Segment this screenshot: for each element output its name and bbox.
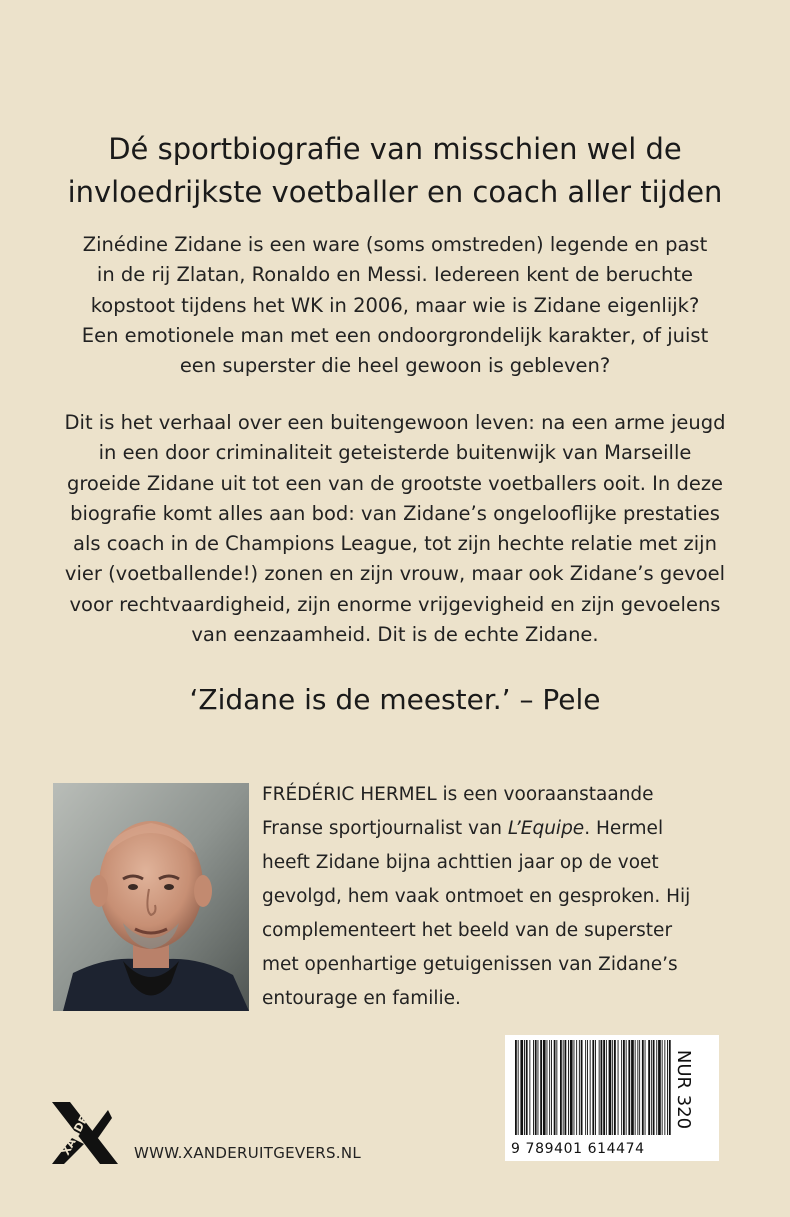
author-photo bbox=[53, 783, 249, 1011]
barcode-bar bbox=[549, 1040, 550, 1135]
nur-code: NUR 320 bbox=[672, 1049, 694, 1130]
barcode-bar bbox=[547, 1040, 548, 1135]
barcode-bar bbox=[631, 1040, 634, 1135]
bio-text: Franse sportjournalist van bbox=[262, 818, 508, 839]
barcode-bar bbox=[635, 1040, 636, 1135]
barcode-bar bbox=[581, 1040, 583, 1135]
headline-line-2: invloedrijkste voetballer en coach aller tijden bbox=[67, 175, 723, 209]
intro-line: kopstoot tijdens het WK in 2006, maar wie is Zidane eigenlijk? bbox=[90, 293, 700, 317]
story-line: in een door criminaliteit geteisterde buitenwijk van Marseille bbox=[98, 441, 692, 465]
bio-line: gevolgd, hem vaak ontmoet en gesproken. Hij bbox=[262, 886, 691, 907]
barcode-bar bbox=[565, 1040, 567, 1135]
intro-line: in de rij Zlatan, Ronaldo en Messi. Iedereen kent de beruchte bbox=[96, 263, 694, 287]
barcode-bar bbox=[543, 1040, 546, 1135]
publisher-website[interactable]: WWW.XANDERUITGEVERS.NL bbox=[134, 1144, 362, 1162]
headline-line-1: Dé sportbiografie van misschien wel de bbox=[108, 132, 682, 166]
barcode-bar bbox=[551, 1040, 552, 1135]
barcode-bar bbox=[590, 1040, 591, 1135]
barcode-bar bbox=[621, 1040, 622, 1135]
logo-wordmark: XANDER bbox=[59, 1105, 95, 1158]
barcode-bar bbox=[662, 1040, 663, 1135]
story-line: vier (voetballende!) zonen en zijn vrouw, maar ook Zidane’s gevoel bbox=[64, 562, 726, 586]
story-line: Dit is het verhaal over een buitengewoon leven: na een arme jeugd bbox=[64, 411, 726, 434]
barcode-bar bbox=[639, 1040, 640, 1135]
barcode-bar bbox=[526, 1040, 528, 1135]
barcode-bar bbox=[648, 1040, 650, 1135]
barcode-bar bbox=[587, 1040, 588, 1135]
barcode-bar bbox=[563, 1040, 564, 1135]
publication-name: L’Equipe bbox=[507, 818, 585, 839]
intro-paragraph bbox=[0, 230, 790, 381]
barcode-bar bbox=[623, 1040, 625, 1135]
bio-line: FRÉDÉRIC HERMEL is een vooraanstaande bbox=[262, 784, 654, 805]
story-line: van eenzaamheid. Dit is de echte Zidane. bbox=[191, 623, 599, 647]
barcode-bar bbox=[533, 1040, 534, 1135]
barcode-bar bbox=[626, 1040, 627, 1135]
story-line: als coach in de Champions League, tot zijn hechte relatie met zijn bbox=[73, 532, 717, 556]
barcode-bar bbox=[669, 1040, 671, 1135]
barcode-bar bbox=[658, 1040, 661, 1135]
barcode-bar bbox=[614, 1040, 616, 1135]
isbn-barcode bbox=[505, 1035, 719, 1161]
bio-line: entourage en familie. bbox=[262, 988, 461, 1009]
bio-line bbox=[262, 812, 690, 846]
barcode-bar bbox=[603, 1040, 605, 1135]
story-line: biografie komt alles aan bod: van Zidane’s ongelooflijke prestaties bbox=[70, 501, 720, 525]
barcode-bar bbox=[656, 1040, 657, 1135]
barcode-bar bbox=[518, 1040, 519, 1135]
story-paragraph bbox=[0, 408, 790, 650]
intro-line: Zinédine Zidane is een ware (soms omstreden) legende en past bbox=[82, 233, 708, 256]
barcode-bar bbox=[651, 1040, 652, 1135]
barcode-bar bbox=[653, 1040, 655, 1135]
barcode-bar bbox=[592, 1040, 594, 1135]
barcode-bar bbox=[574, 1040, 575, 1135]
barcode-bar bbox=[601, 1040, 603, 1135]
barcode-bar bbox=[556, 1040, 557, 1135]
barcode-bar bbox=[570, 1040, 573, 1135]
barcode-bar bbox=[568, 1040, 569, 1135]
xander-logo bbox=[50, 1098, 120, 1172]
barcode-bar bbox=[595, 1040, 596, 1135]
bio-text: . Hermel bbox=[584, 818, 664, 839]
barcode-bar bbox=[637, 1040, 638, 1135]
barcode-bar bbox=[664, 1040, 665, 1135]
barcode-bar bbox=[560, 1040, 562, 1135]
barcode-bar bbox=[535, 1040, 537, 1135]
isbn-number: 9 789401 614474 bbox=[511, 1141, 645, 1157]
barcode-bar bbox=[520, 1040, 523, 1135]
story-line: voor rechtvaardigheid, zijn enorme vrijgevigheid en zijn gevoelens bbox=[69, 592, 721, 616]
bio-line: met openhartige getuigenissen van Zidane’s bbox=[262, 954, 678, 975]
barcode-bar bbox=[524, 1040, 525, 1135]
barcode-bar bbox=[538, 1040, 539, 1135]
barcode-bar bbox=[515, 1040, 517, 1135]
barcode-bar bbox=[642, 1040, 644, 1135]
barcode-bars bbox=[515, 1040, 675, 1135]
barcode-bar bbox=[606, 1040, 607, 1135]
barcode-bar bbox=[585, 1040, 586, 1135]
barcode-bar bbox=[667, 1040, 668, 1135]
author-bio bbox=[262, 778, 690, 1016]
barcode-bar bbox=[599, 1040, 600, 1135]
bio-line: heeft Zidane bijna achttien jaar op de voet bbox=[262, 852, 659, 873]
barcode-bar bbox=[579, 1040, 580, 1135]
barcode-bar bbox=[628, 1040, 630, 1135]
barcode-bar bbox=[618, 1040, 619, 1135]
barcode-bar bbox=[529, 1040, 530, 1135]
barcode-bar bbox=[645, 1040, 646, 1135]
barcode-bar bbox=[554, 1040, 556, 1135]
barcode-bar bbox=[576, 1040, 577, 1135]
barcode-bar bbox=[540, 1040, 542, 1135]
intro-line: Een emotionele man met een ondoorgrondelijk karakter, of juist bbox=[81, 323, 709, 347]
headline bbox=[0, 128, 790, 214]
bio-line: complementeert het beeld van de superster bbox=[262, 920, 673, 941]
barcode-bar bbox=[609, 1040, 612, 1135]
intro-line: een superster die heel gewoon is gebleven? bbox=[179, 354, 611, 378]
barcode-bar bbox=[612, 1040, 613, 1135]
story-line: groeide Zidane uit tot een van de grootste voetballers ooit. In deze bbox=[66, 471, 724, 495]
pull-quote: ‘Zidane is de meester.’ – Pele bbox=[189, 683, 601, 716]
